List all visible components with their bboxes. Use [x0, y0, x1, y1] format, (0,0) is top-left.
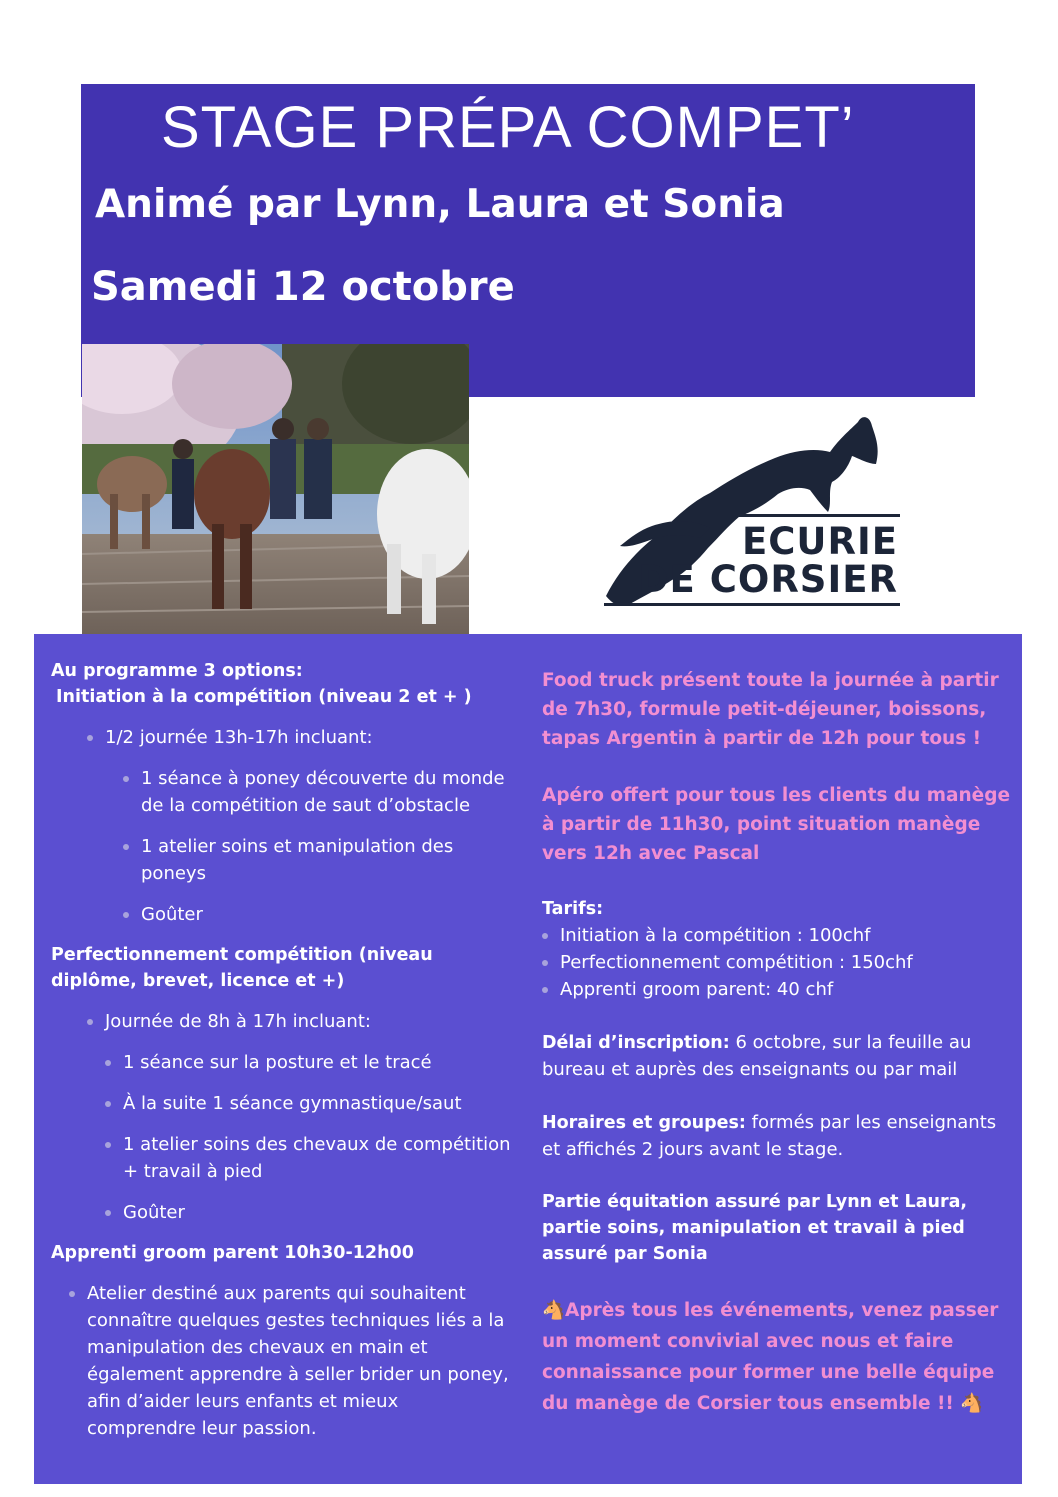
option3-item: Atelier destiné aux parents qui souhaitent connaître quelques gestes techniques liés a la manipulation des chevaux en main et également apprendre à seller brider un poney, afin d’aider leurs enfants et mieux comprendre leur passion.	[69, 1280, 511, 1442]
logo-line1: ECURIE	[741, 520, 898, 563]
subtitle: Animé par Lynn, Laura et Sonia	[95, 182, 785, 227]
delai-label: Délai d’inscription:	[542, 1033, 730, 1053]
tarifs-label: Tarifs:	[542, 899, 604, 919]
horaires-block	[542, 1109, 1012, 1163]
option2-title: Perfectionnement compétition (niveau diplôme, brevet, licence et +)	[51, 945, 433, 991]
partie-text: Partie équitation assuré par Lynn et Laura, partie soins, manipulation et travail à pied assuré par Sonia	[542, 1192, 968, 1264]
content-panel	[34, 634, 1022, 1484]
option1-item: 1 séance à poney découverte du monde de la compétition de saut d’obstacle	[123, 765, 511, 819]
delai-text: 6 octobre, sur la feuille au bureau et auprès des enseignants ou par mail	[542, 1032, 972, 1080]
tarif-item: Perfectionnement compétition : 150chf	[542, 949, 1012, 976]
horse-emoji-icon: 🐴	[960, 1393, 984, 1414]
option2-item: À la suite 1 séance gymnastique/saut	[105, 1090, 511, 1117]
option1-item: 1 atelier soins et manipulation des poneys	[123, 833, 511, 887]
option3-title: Apprenti groom parent 10h30-12h00	[51, 1243, 414, 1263]
page-title: STAGE PRÉPA COMPET’	[161, 95, 855, 160]
logo-line2: DE CORSIER	[637, 558, 898, 601]
option2-item: 1 séance sur la posture et le tracé	[105, 1049, 511, 1076]
option1-title: Initiation à la compétition (niveau 2 et + )	[56, 687, 472, 707]
delai-block	[542, 1029, 1012, 1083]
logo-bottom-line	[604, 603, 900, 606]
closing-message: Après tous les événements, venez passer un moment convivial avec nous et faire connaissance pour former une belle équipe du manège de Corsier tous ensemble !!	[542, 1300, 999, 1414]
option1-subtitle: 1/2 journée 13h-17h incluant:	[87, 724, 511, 751]
option1-item: Goûter	[123, 901, 511, 928]
logo-top-line	[714, 514, 900, 517]
horaires-label: Horaires et groupes:	[542, 1113, 746, 1133]
program-column	[51, 658, 511, 1442]
ecurie-logo	[600, 408, 910, 614]
info-column	[542, 666, 1012, 1419]
apero-text: Apéro offert pour tous les clients du manège à partir de 11h30, point situation manège vers 12h avec Pascal	[542, 785, 1011, 864]
tarif-item: Initiation à la compétition : 100chf	[542, 922, 1012, 949]
option2-item: Goûter	[105, 1199, 511, 1226]
event-date: Samedi 12 octobre	[91, 264, 515, 310]
closing-text	[542, 1295, 1012, 1419]
horses-photo-illustration	[82, 344, 469, 634]
horse-emoji-icon: 🐴	[542, 1300, 566, 1321]
program-heading: Au programme 3 options:	[51, 661, 303, 681]
horses-photo	[82, 344, 469, 634]
food-truck-text: Food truck présent toute la journée à partir de 7h30, formule petit-déjeuner, boissons, tapas Argentin à partir de 12h pour tous !	[542, 670, 999, 749]
option2-item: 1 atelier soins des chevaux de compétition + travail à pied	[105, 1131, 511, 1185]
horaires-text: formés par les enseignants et affichés 2 jours avant le stage.	[542, 1112, 997, 1160]
tarif-item: Apprenti groom parent: 40 chf	[542, 976, 1012, 1003]
option2-subtitle: Journée de 8h à 17h incluant:	[87, 1008, 511, 1035]
